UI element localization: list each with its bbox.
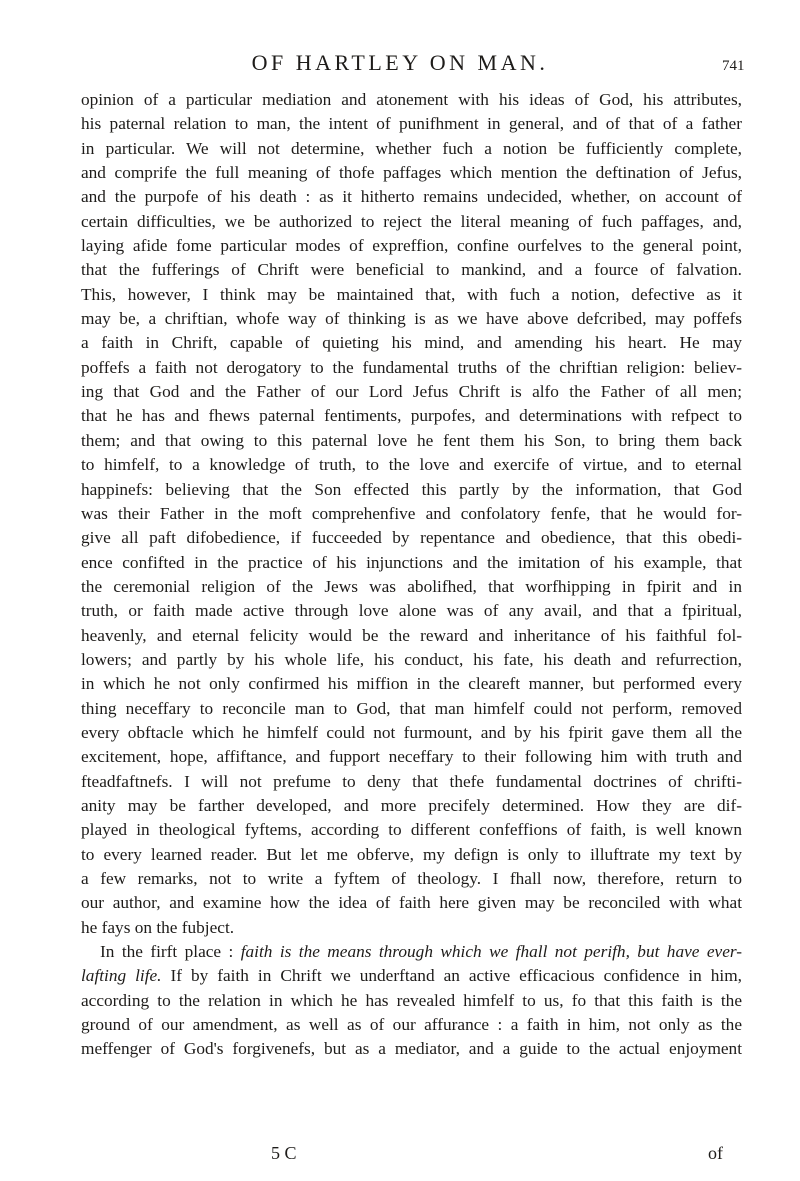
text-line: was their Father in the moft comprehenfive and confolatory fenfe, that he would for- xyxy=(81,503,742,523)
text-line: ing that God and the Father of our Lord Jefus Chrift is alfo the Father of all men; xyxy=(81,382,742,402)
text-line: to every learned reader. But let me obferve, my defign is only to illuftrate my text by xyxy=(81,844,742,864)
running-head: OF HARTLEY ON MAN. xyxy=(251,50,549,75)
text-line: meffenger of God's forgivenefs, but as a mediator, and a guide to the actual enjoyment xyxy=(81,1039,742,1059)
text-line: ground of our amendment, as well as of our affurance : a faith in him, not only as the xyxy=(81,1015,742,1035)
text-line: every obftacle which he himfelf could not furmount, and by his fpirit gave them all the xyxy=(81,722,742,742)
text-line: his paternal relation to man, the intent of punifhment in general, and of that of a father xyxy=(81,114,742,134)
text-line: This, however, I think may be maintained that, with fuch a notion, defective as it xyxy=(81,284,742,304)
text-line: opinion of a particular mediation and atonement with his ideas of God, his attributes, xyxy=(81,90,742,109)
italic-quote: faith is the means through which we fhall not perifh, but have ever- xyxy=(240,942,742,962)
text-line: that the fufferings of Chrift were beneficial to mankind, and a fource of falvation. xyxy=(81,260,742,280)
text-line: laying afide fome particular modes of expreffion, confine ourfelves to the general point, xyxy=(81,236,742,256)
text-line: our author, and examine how the idea of faith here given may be reconciled with what xyxy=(81,893,742,913)
text-line: in particular. We will not determine, whether fuch a notion be fufficiently complete, xyxy=(81,138,742,158)
page-number: 741 xyxy=(722,58,745,74)
text-line xyxy=(81,964,742,988)
text-line: and comprife the full meaning of thofe paffages which mention the deftination of Jefus, xyxy=(81,163,742,183)
text-line: happinefs: believing that the Son effected this partly by the information, that God xyxy=(81,479,742,499)
text-line xyxy=(81,940,742,964)
text-line: certain difficulties, we be authorized to reject the literal meaning of fuch paffages, and, xyxy=(81,211,742,231)
paragraph-2 xyxy=(81,940,742,1062)
text-line: thing neceffary to reconcile man to God, that man himfelf could not perform, removed xyxy=(81,698,742,718)
text-line: in which he not only confirmed his miffion in the cleareft manner, but performed every xyxy=(81,674,742,694)
text-line: the ceremonial religion of the Jews was abolifhed, that worfhipping in fpirit and in xyxy=(81,576,742,596)
text-line: played in theological fyftems, according to different confeffions of faith, is well known xyxy=(81,820,742,840)
body-text xyxy=(81,88,742,1062)
text-line: a faith in Chrift, capable of quieting his mind, and amending his heart. He may xyxy=(81,333,742,353)
text-line: heavenly, and eternal felicity would be the reward and inheritance of his faithful fol- xyxy=(81,625,742,645)
text-line: he fays on the fubject. xyxy=(81,917,235,937)
text-line: may be, a chriftian, whofe way of thinking is as we have above defcribed, may poffefs xyxy=(81,309,742,329)
text-line: and the purpofe of his death : as it hitherto remains undecided, whether, on account of xyxy=(81,187,742,207)
catchword: of xyxy=(708,1143,723,1163)
text-line: excitement, hope, affiftance, and fupport neceffary to their following him with truth and xyxy=(81,747,742,767)
text-line: to himfelf, to a knowledge of truth, to the love and exercife of virtue, and to eternal xyxy=(81,455,742,475)
text-line: according to the relation in which he has revealed himfelf to us, fo that this faith is the xyxy=(81,990,742,1010)
text-line: that he has and fhews paternal fentiments, purpofes, and determinations with refpect to xyxy=(81,406,742,426)
text-line: fteadfaftnefs. I will not prefume to deny that thefe fundamental doctrines of chrifti- xyxy=(81,771,742,791)
text-line: a few remarks, not to write a fyftem of theology. I fhall now, therefore, return to xyxy=(81,869,742,888)
text-line: poffefs a faith not derogatory to the fundamental truths of the chriftian religion: believ- xyxy=(81,357,742,377)
text-line: lowers; and partly by his whole life, his conduct, his fate, his death and refurrection, xyxy=(81,649,742,669)
text-line: them; and that owing to this paternal love he fent them his Son, to bring them back xyxy=(81,430,742,450)
lead-text: In the firft place : xyxy=(100,942,241,962)
text-line: ence confifted in the practice of his injunctions and the imitation of his example, that xyxy=(81,552,742,572)
text-line: give all paft difobedience, if fucceeded by repentance and obedience, that this obedi- xyxy=(81,528,742,548)
paragraph-1 xyxy=(81,88,742,940)
text-line: anity may be farther developed, and more precifely determined. How they are dif- xyxy=(81,795,742,815)
text-segment: If by faith in Chrift we underftand an active efficacious confidence in him, xyxy=(161,966,742,986)
italic-quote-end: lafting life. xyxy=(81,966,162,986)
text-line: truth, or faith made active through love alone was of any avail, and that a fpiritual, xyxy=(81,601,742,621)
signature-mark: 5 C xyxy=(271,1143,297,1163)
